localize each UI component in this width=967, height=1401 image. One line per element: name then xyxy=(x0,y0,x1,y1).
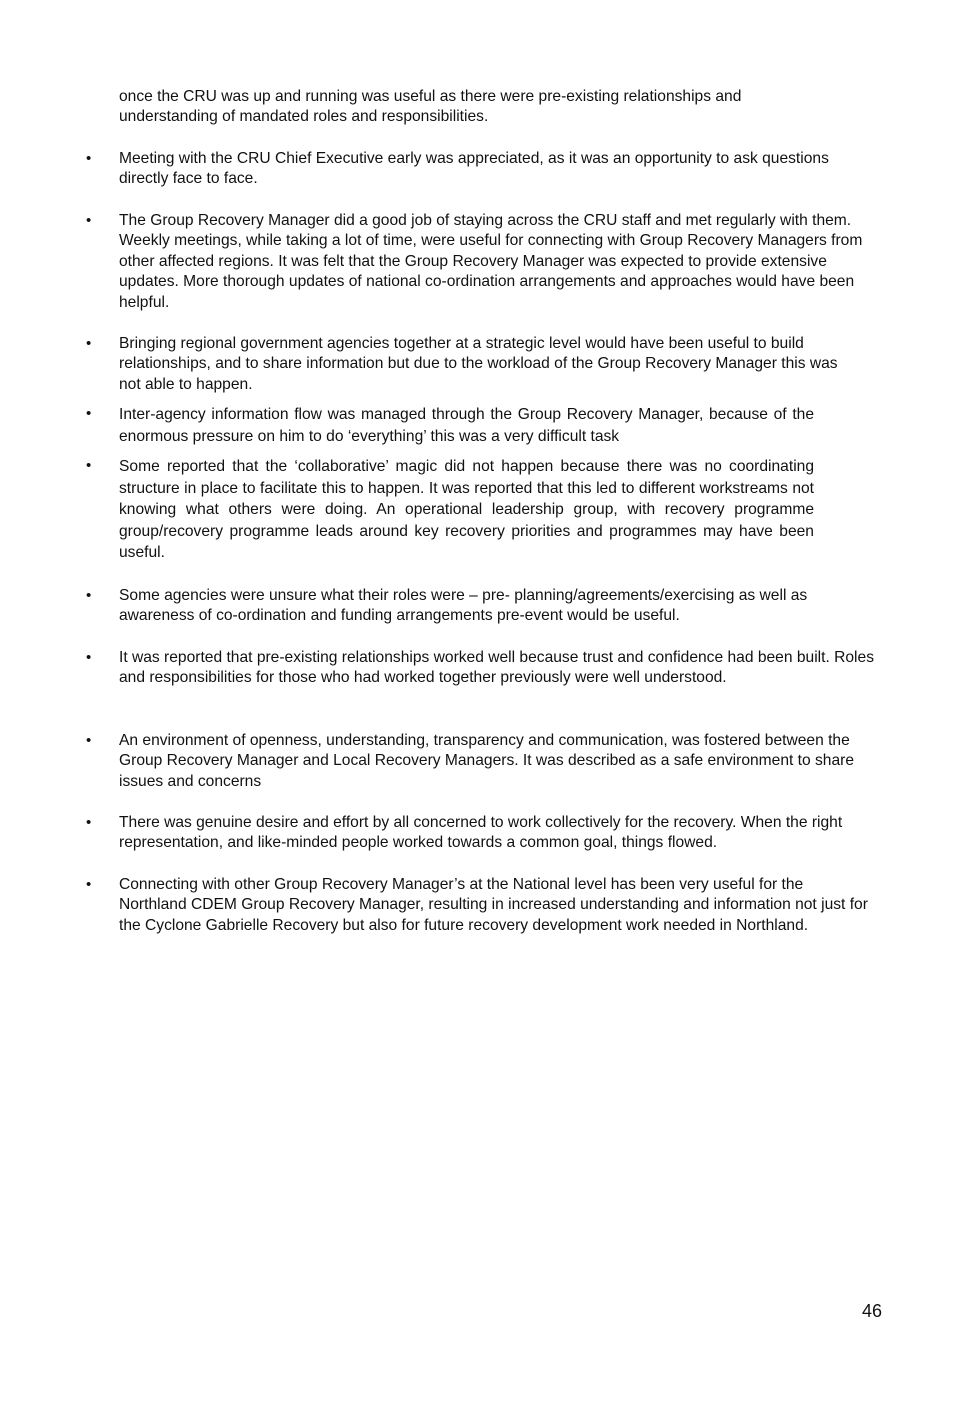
bullet-item-3: Bringing regional government agencies together at a strategic level would have been useful to build relationships, and to share information but due to the workload of the Group Recovery Manager this was not able to happen. xyxy=(119,335,838,393)
bullet-item-10: Connecting with other Group Recovery Manager’s at the National level has been very useful for the Northland CDEM Group Recovery Manager, resulting in increased understanding and information not just for the Cyclone Gabrielle Recovery but also for future recovery development work needed in Northland. xyxy=(119,876,868,934)
bullet-marker: • xyxy=(86,335,92,352)
bullet-marker: • xyxy=(86,212,92,229)
bullet-item-5: Some reported that the ‘collaborative’ magic did not happen because there was no coordinating structure in place to facilitate this to happen. It was reported that this led to different workstreams not knowing what others were doing. An operational leadership group, with recovery programme group/recovery programme leads around key recovery priorities and programmes may have been useful. xyxy=(119,458,814,561)
bullet-item-2: The Group Recovery Manager did a good job of staying across the CRU staff and met regularly with them. Weekly meetings, while taking a lot of time, were useful for connecting with Group Recovery Managers from other affected regions. It was felt that the Group Recovery Manager was expected to provide extensive updates. More thorough updates of national co-ordination arrangements and approaches would have been helpful. xyxy=(119,212,863,311)
page-number: 46 xyxy=(861,1301,882,1321)
bullet-marker: • xyxy=(86,876,92,893)
bullet-marker: • xyxy=(86,732,92,749)
bullet-marker: • xyxy=(86,814,92,831)
bullet-item-1: Meeting with the CRU Chief Executive early was appreciated, as it was an opportunity to ask questions directly face to face. xyxy=(119,150,829,188)
bullet-item-9: There was genuine desire and effort by all concerned to work collectively for the recovery. When the right representation, and like-minded people worked towards a common goal, things flowed. xyxy=(119,814,843,852)
bullet-item-4: Inter-agency information flow was managed through the Group Recovery Manager, because of the enormous pressure on him to do ‘everything’ this was a very difficult task xyxy=(119,406,814,445)
bullet-item-7: It was reported that pre-existing relationships worked well because trust and confidence had been built. Roles and responsibilities for those who had worked together previously were well understood. xyxy=(119,649,874,687)
bullet-item-8: An environment of openness, understanding, transparency and communication, was fostered between the Group Recovery Manager and Local Recovery Managers. It was described as a safe environment to share issues and concerns xyxy=(119,732,855,790)
bullet-item-6: Some agencies were unsure what their roles were – pre- planning/agreements/exercising as well as awareness of co-ordination and funding arrangements pre-event would be useful. xyxy=(119,587,808,625)
bullet-marker: • xyxy=(86,405,92,422)
bullet-marker: • xyxy=(86,649,92,666)
intro-continuation-paragraph: once the CRU was up and running was useful as there were pre-existing relationships and understanding of mandated roles and responsibilities. xyxy=(119,88,742,126)
bullet-marker: • xyxy=(86,457,92,474)
bullet-marker: • xyxy=(86,150,92,167)
bullet-marker: • xyxy=(86,587,92,604)
